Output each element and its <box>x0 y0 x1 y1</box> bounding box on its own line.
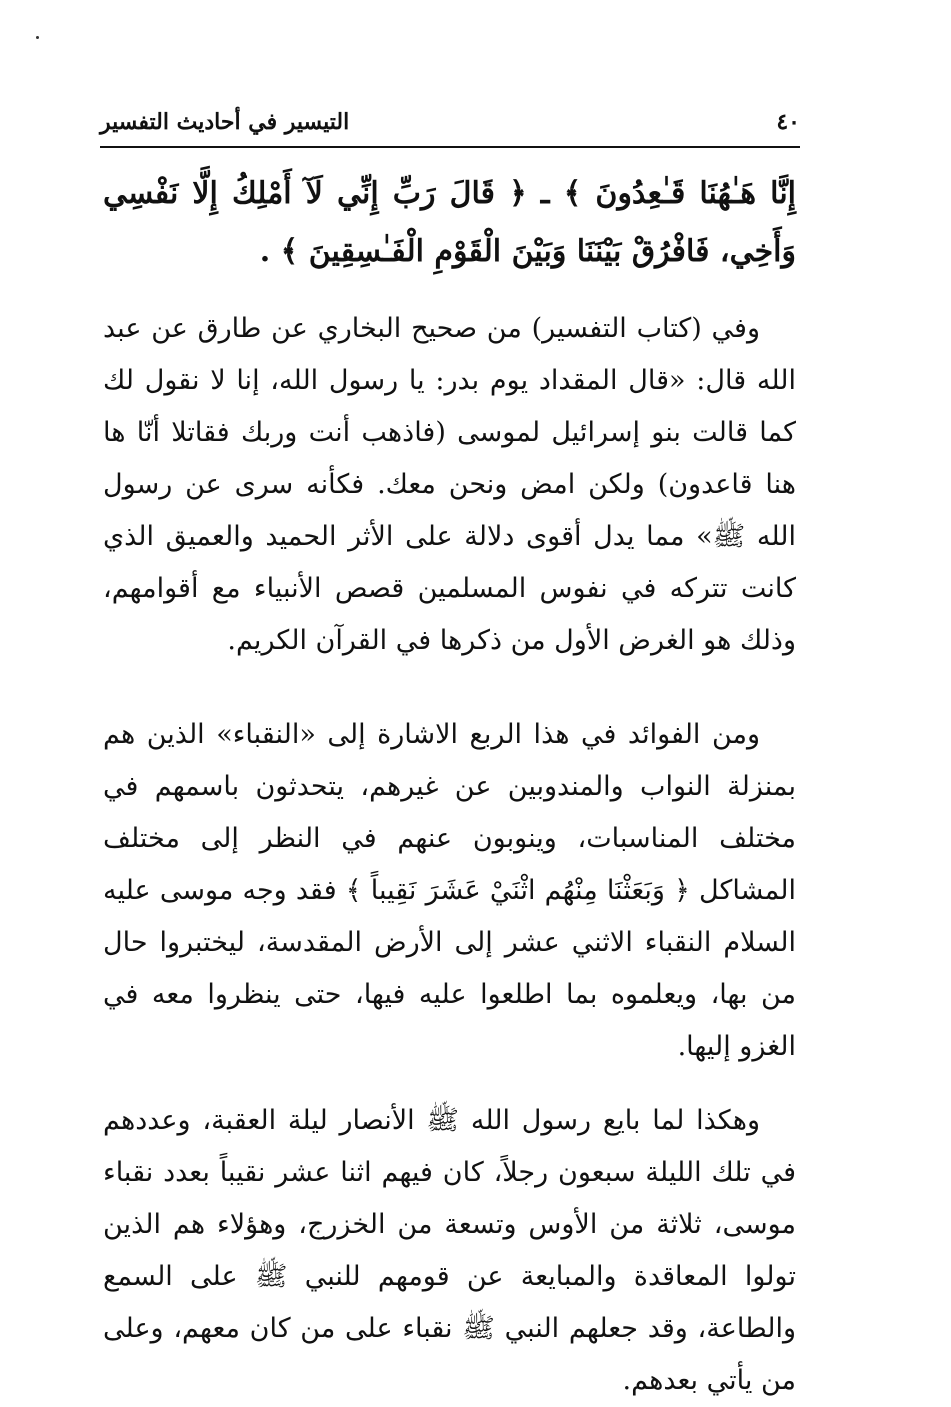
spacer <box>103 281 796 303</box>
running-title: التيسير في أحاديث التفسير <box>100 109 350 135</box>
spacer <box>103 1073 796 1095</box>
page-number: ٤٠ <box>776 109 800 135</box>
paragraph-aqaba: وهكذا لما بايع رسول الله ﷺ الأنصار ليلة العقبة، وعددهم في تلك الليلة سبعون رجلاً، كان فيهم اثنا عشر نقيباً بعدد نقباء موسى، ثلاثة من الأوس وتسعة من الخزرج، وهؤلاء هم الذين تولوا المعاقدة والمبايعة عن قومهم للنبي ﷺ على السمع والطاعة، وقد جعلهم النبي ﷺ نقباء على من كان معهم، وعلى من يأتي بعدهم. <box>103 1105 796 1396</box>
quran-verse-block: إِنَّا هَـٰهُنَا قَـٰعِدُونَ ﴾ ـ ﴿ قَالَ رَبِّ إِنِّي لَآ أَمْلِكُ إِلَّا نَفْسِي وَأَخِي، فَافْرُقْ بَيْنَنَا وَبَيْنَ الْقَوْمِ الْفَـٰسِقِينَ ﴾ . <box>103 176 796 269</box>
paragraph-bukhari: وفي (كتاب التفسير) من صحيح البخاري عن طارق عن عبد الله قال: «قال المقداد يوم بدر: يا رسول الله، إنا لا نقول لك كما قالت بنو إسرائيل لموسى (فاذهب أنت وربك فقاتلا أنّا ها هنا قاعدون) ولكن امض ونحن معك. فكأنه سرى عن رسول الله ﷺ» مما يدل أقوى دلالة على الأثر الحميد والعميق الذي كانت تتركه في نفوس المسلمين قصص الأنبياء مع أقوامهم، وذلك هو الغرض الأول من ذكرها في القرآن الكريم. <box>103 313 796 656</box>
header-divider <box>100 146 800 148</box>
page-header <box>100 102 800 142</box>
spacer <box>103 667 796 709</box>
page-body <box>103 165 796 1407</box>
paragraph-nuqaba: ومن الفوائد في هذا الربع الاشارة إلى «النقباء» الذين هم بمنزلة النواب والمندوبين عن غيرهم، يتحدثون باسمهم في مختلف المناسبات، وينوبون عنهم في النظر إلى مختلف المشاكل ﴿ وَبَعَثْنَا مِنْهُم اثْنَيْ عَشَرَ نَقِيباً ﴾ فقد وجه موسى عليه السلام النقباء الاثني عشر إلى الأرض المقدسة، ليختبروا حال من بها، ويعلموه بما اطلعوا عليه فيها، حتى ينظروا معه في الغزو إليها. <box>103 719 796 1062</box>
stray-ink-dot <box>36 36 39 39</box>
